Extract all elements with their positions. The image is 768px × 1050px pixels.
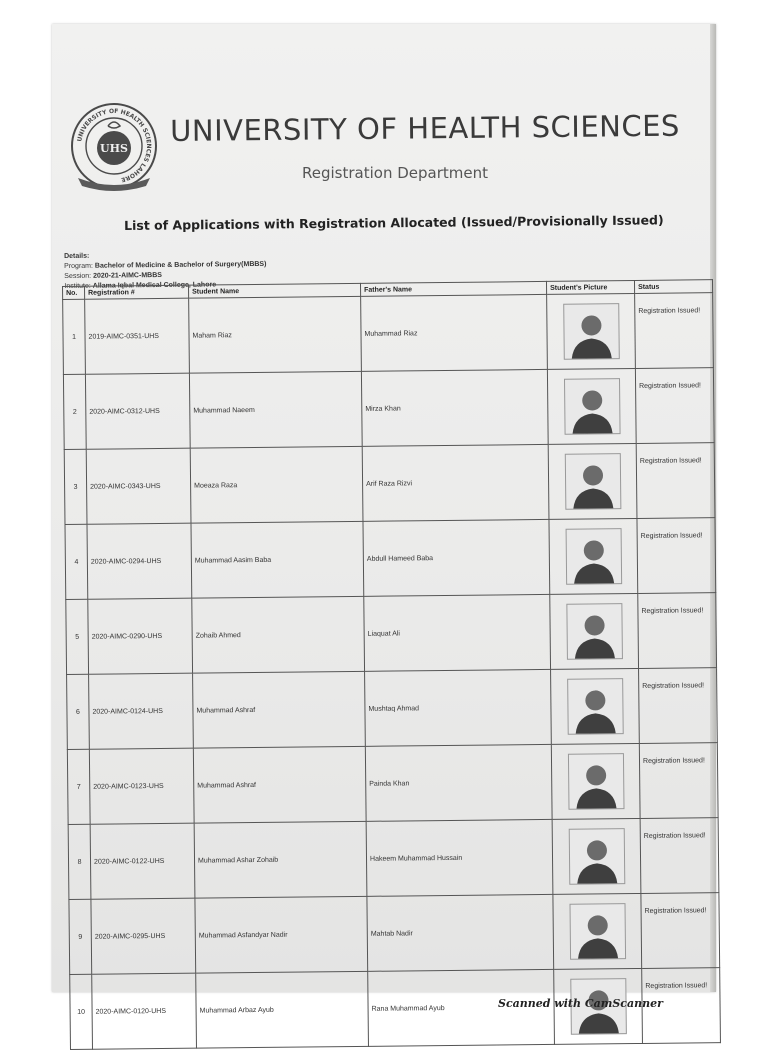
portrait-head — [582, 390, 602, 410]
portrait-head — [586, 765, 606, 785]
status-text: Registration Issued! — [636, 443, 715, 519]
col-header-father-name: Father's Name — [360, 281, 546, 296]
table-row — [67, 668, 718, 750]
col-header-status: Status — [634, 280, 712, 294]
status-text: Registration Issued! — [639, 668, 718, 744]
logo-ring-text-path: UNIVERSITY OF HEALTH SCIENCES LAHORE — [76, 107, 153, 184]
portrait-head — [586, 840, 606, 860]
portrait-body — [577, 938, 617, 958]
uhs-seal-icon — [68, 100, 160, 192]
father-name: Muhammad Riaz — [361, 294, 548, 371]
table-row — [63, 293, 714, 375]
registration-number: 2020-AIMC-0295-UHS — [91, 898, 196, 974]
registration-number: 2020-AIMC-0120-UHS — [92, 973, 197, 1049]
student-photo-icon — [566, 603, 623, 660]
table-row — [67, 743, 718, 825]
student-photo-icon — [563, 303, 620, 360]
institute-label: Institute: — [64, 282, 91, 290]
picture-cell — [547, 294, 636, 370]
portrait-silhouette — [567, 604, 622, 659]
status-text: Registration Issued! — [637, 518, 716, 594]
student-name: Muhammad Asfandyar Nadir — [195, 896, 368, 973]
registration-number: 2020-AIMC-0312-UHS — [85, 373, 190, 449]
picture-cell — [551, 668, 640, 744]
student-photo-icon — [565, 528, 622, 585]
portrait-body — [574, 638, 614, 658]
father-name: Abdull Hameed Baba — [363, 519, 550, 596]
portrait-silhouette — [570, 904, 625, 959]
university-title: UNIVERSITY OF HEALTH SCIENCES — [170, 108, 681, 148]
portrait-silhouette — [565, 454, 620, 509]
picture-cell — [551, 743, 640, 819]
registration-number: 2020-AIMC-0294-UHS — [87, 523, 192, 599]
student-name: Muhammad Arbaz Ayub — [196, 971, 369, 1048]
row-number: 1 — [63, 299, 86, 374]
table-row — [69, 893, 720, 975]
row-number: 9 — [69, 899, 92, 974]
program-label: Program: — [64, 262, 93, 270]
student-photo-icon — [564, 453, 621, 510]
portrait-silhouette — [565, 379, 620, 434]
row-number: 6 — [67, 674, 90, 749]
status-text: Registration Issued! — [642, 968, 721, 1044]
table-row — [66, 593, 717, 675]
portrait-body — [578, 1013, 618, 1033]
picture-cell — [548, 443, 637, 519]
row-number: 3 — [64, 449, 87, 524]
student-photo-icon — [568, 828, 625, 885]
student-name: Muhammad Ashar Zohaib — [194, 821, 367, 898]
portrait-head — [587, 915, 607, 935]
picture-cell — [552, 818, 641, 894]
program-value: Bachelor of Medicine & Bachelor of Surgery(MBBS) — [94, 260, 267, 270]
portrait-body — [576, 788, 616, 808]
student-name: Moeaza Raza — [190, 446, 363, 523]
row-number: 2 — [63, 374, 86, 449]
father-name: Hakeem Muhammad Hussain — [366, 819, 553, 896]
student-name: Muhammad Ashraf — [193, 746, 366, 823]
row-number: 8 — [68, 824, 91, 899]
portrait-body — [577, 863, 617, 883]
logo-monogram: UHS — [100, 142, 128, 155]
father-name: Mahtab Nadir — [367, 894, 554, 971]
status-text: Registration Issued! — [640, 818, 719, 894]
father-name: Arif Raza Rizvi — [362, 444, 549, 521]
student-photo-icon — [563, 378, 620, 435]
session-label: Session: — [64, 272, 92, 280]
registration-number: 2020-AIMC-0124-UHS — [89, 673, 194, 749]
status-text: Registration Issued! — [635, 293, 714, 369]
portrait-silhouette — [566, 529, 621, 584]
table-row — [64, 443, 715, 525]
row-number: 4 — [65, 524, 88, 599]
student-photo-icon — [567, 753, 624, 810]
student-photo-icon — [567, 678, 624, 735]
portrait-head — [584, 615, 604, 635]
portrait-body — [572, 413, 612, 433]
portrait-body — [573, 488, 613, 508]
program-line — [64, 260, 266, 272]
list-title: List of Applications with Registration Allocated (Issued/Provisionally Issued) — [124, 212, 664, 233]
student-photo-icon — [569, 903, 626, 960]
col-header-student-name: Student Name — [188, 283, 360, 298]
father-name: Mirza Khan — [361, 369, 548, 446]
student-name: Muhammad Naeem — [189, 371, 362, 448]
row-number: 7 — [67, 749, 90, 824]
status-text: Registration Issued! — [639, 743, 718, 819]
table-row — [63, 368, 714, 450]
col-header-no: No. — [63, 286, 85, 299]
registration-number: 2020-AIMC-0343-UHS — [86, 448, 191, 524]
picture-cell — [549, 518, 638, 594]
student-name: Muhammad Ashraf — [193, 671, 366, 748]
portrait-silhouette — [568, 754, 623, 809]
student-name: Muhammad Aasim Baba — [191, 521, 364, 598]
portrait-silhouette — [564, 304, 619, 359]
portrait-head — [582, 465, 602, 485]
picture-cell — [547, 369, 636, 445]
camscanner-watermark: Scanned with CamScanner — [498, 997, 663, 1010]
status-text: Registration Issued! — [635, 368, 714, 444]
picture-cell — [550, 593, 639, 669]
student-name: Zohaib Ahmed — [192, 596, 365, 673]
portrait-body — [573, 563, 613, 583]
registration-number: 2020-AIMC-0122-UHS — [90, 823, 195, 899]
registration-number: 2020-AIMC-0123-UHS — [89, 748, 194, 824]
father-name: Painda Khan — [365, 744, 552, 821]
portrait-silhouette — [568, 679, 623, 734]
department-title: Registration Department — [302, 164, 488, 182]
registration-table-wrap — [62, 279, 720, 1050]
table-row — [65, 518, 716, 600]
col-header-picture: Student's Picture — [546, 281, 634, 295]
portrait-head — [583, 540, 603, 560]
status-text: Registration Issued! — [641, 893, 720, 969]
student-name: Maham Riaz — [189, 296, 362, 373]
status-text: Registration Issued! — [638, 593, 717, 669]
registration-table — [62, 279, 721, 1050]
registration-number: 2020-AIMC-0290-UHS — [88, 598, 193, 674]
portrait-head — [581, 315, 601, 335]
portrait-body — [575, 713, 615, 733]
portrait-head — [585, 690, 605, 710]
father-name: Rana Muhammad Ayub — [368, 969, 555, 1046]
row-number: 10 — [70, 974, 93, 1049]
father-name: Liaquat Ali — [364, 594, 551, 671]
institute-value: Allama Iqbal Medical College, Lahore — [92, 281, 217, 290]
picture-cell — [553, 893, 642, 969]
session-value: 2020-21-AIMC-MBBS — [93, 271, 162, 280]
registration-number: 2019-AIMC-0351-UHS — [85, 298, 190, 374]
table-row — [68, 818, 719, 900]
details-heading: Details: — [64, 252, 90, 260]
father-name: Mushtaq Ahmad — [365, 669, 552, 746]
row-number: 5 — [66, 599, 89, 674]
portrait-body — [571, 338, 611, 358]
col-header-registration: Registration # — [85, 285, 189, 299]
portrait-silhouette — [569, 829, 624, 884]
